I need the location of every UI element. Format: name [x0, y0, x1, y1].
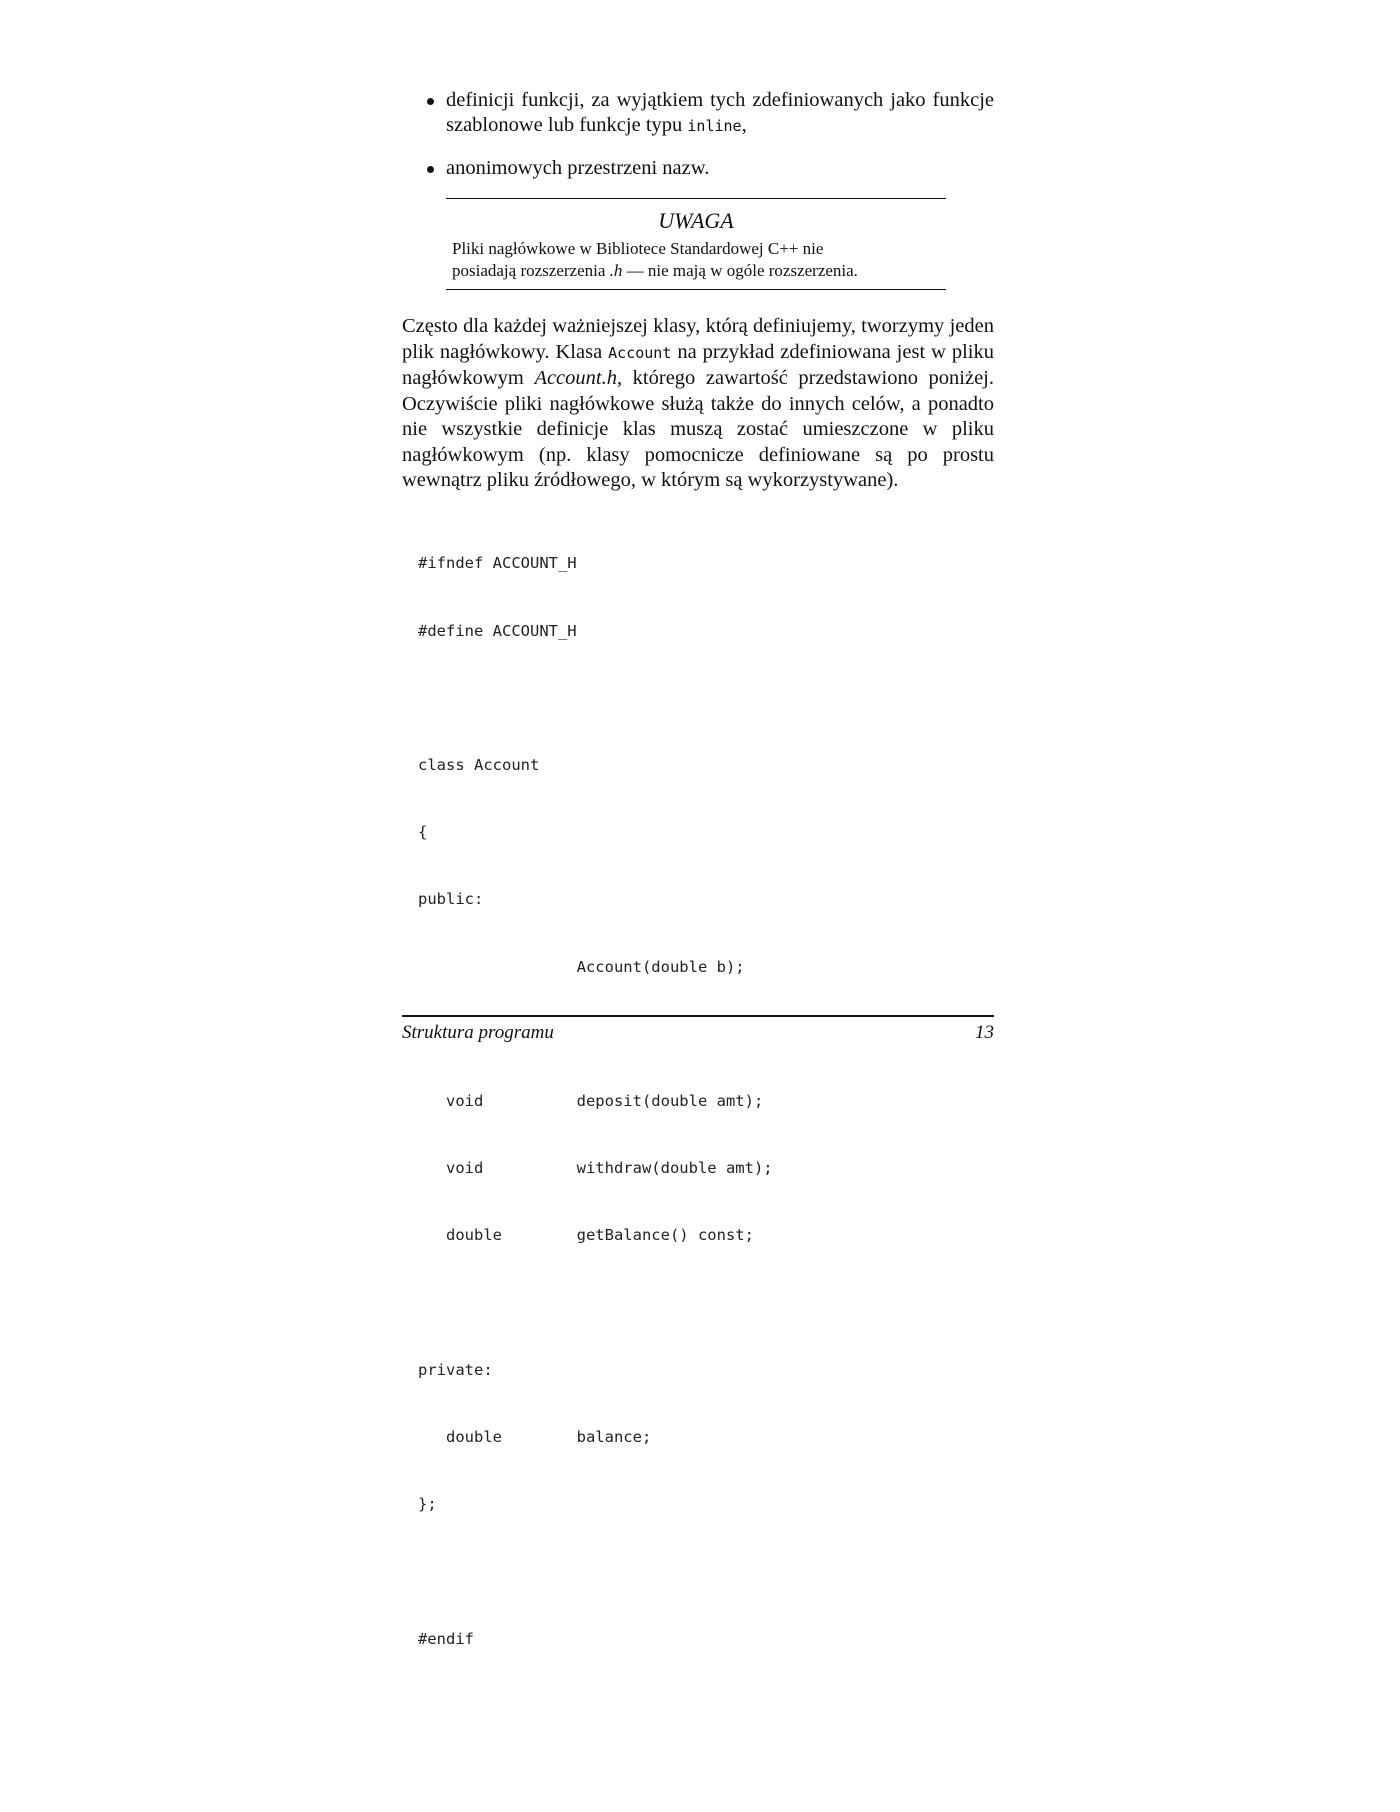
- note-line-1: Pliki nagłówkowe w Bibliotece Standardowej C++ nie: [452, 239, 824, 258]
- code-line: #ifndef ACCOUNT_H: [418, 554, 577, 573]
- bullet-list: [402, 88, 994, 181]
- bullet-item: [402, 88, 994, 139]
- code-line: #endif: [418, 1629, 474, 1648]
- note-box: [446, 198, 946, 290]
- paragraph-filename: Account.h: [534, 367, 617, 389]
- note-line-2-before: posiadają rozszerzenia: [452, 261, 610, 280]
- code-listing: [418, 508, 994, 1695]
- code-line: double getBalance() const;: [418, 1226, 754, 1245]
- note-extension: .h: [609, 261, 623, 280]
- note-line-2-after: — nie mają w ogóle rozszerzenia.: [622, 261, 858, 280]
- bullet-dot-icon: [427, 98, 434, 105]
- bullet-text: [446, 156, 994, 181]
- code-line: [418, 1292, 994, 1314]
- bullet-text-before: anonimowych przestrzeni nazw.: [446, 157, 710, 179]
- code-line: void deposit(double amt);: [418, 1091, 764, 1110]
- code-line: class Account: [418, 755, 540, 774]
- code-line: };: [418, 1495, 437, 1514]
- paragraph-part-1: Często dla każdej ważniejszej klasy, którą definiujemy, tworzymy jeden plik nagłówkowy. Klasa: [402, 315, 994, 363]
- paragraph-part-2: na przykład zdefiniowana jest w pliku nagłówkowym: [402, 340, 994, 389]
- paragraph-part-3: , którego zawartość przedstawiono poniżej. Oczywiście pliki nagłówkowe służą także do innych celów, a ponadto nie wszystkie definicje klas muszą zostać umieszczone w pliku nagłówkowym (np. klasy pomocnicze definiowane są po prostu wewnątrz pliku źródłowego, w którym są wykorzystywane).: [402, 367, 994, 491]
- code-line: {: [418, 823, 428, 842]
- bullet-dot-icon: [427, 166, 434, 173]
- code-line: private:: [418, 1360, 493, 1379]
- note-body: [446, 238, 946, 282]
- body-paragraph: [402, 314, 994, 494]
- bullet-text: [446, 88, 994, 139]
- bullet-text-after: ,: [741, 114, 747, 136]
- bullet-text-before: definicji funkcji, za wyjątkiem tych zdefiniowanych jako funkcje szablonowe lub funkcje typu: [446, 89, 994, 136]
- code-line: #define ACCOUNT_H: [418, 621, 577, 640]
- code-line: void withdraw(double amt);: [418, 1159, 773, 1178]
- code-line: [418, 687, 994, 709]
- note-title: UWAGA: [658, 208, 734, 233]
- bullet-item: [402, 156, 994, 181]
- code-line: public:: [418, 890, 484, 909]
- code-line: [418, 1560, 994, 1582]
- code-line: double balance;: [418, 1427, 652, 1446]
- page-number: 13: [975, 1022, 994, 1043]
- page-footer: [402, 1015, 994, 1045]
- running-title: Struktura programu: [402, 1022, 554, 1043]
- code-line: Account(double b);: [418, 957, 745, 976]
- paragraph-inline-code: Account: [608, 343, 672, 362]
- bullet-inline-code: inline: [687, 117, 742, 135]
- book-page: [402, 88, 994, 1695]
